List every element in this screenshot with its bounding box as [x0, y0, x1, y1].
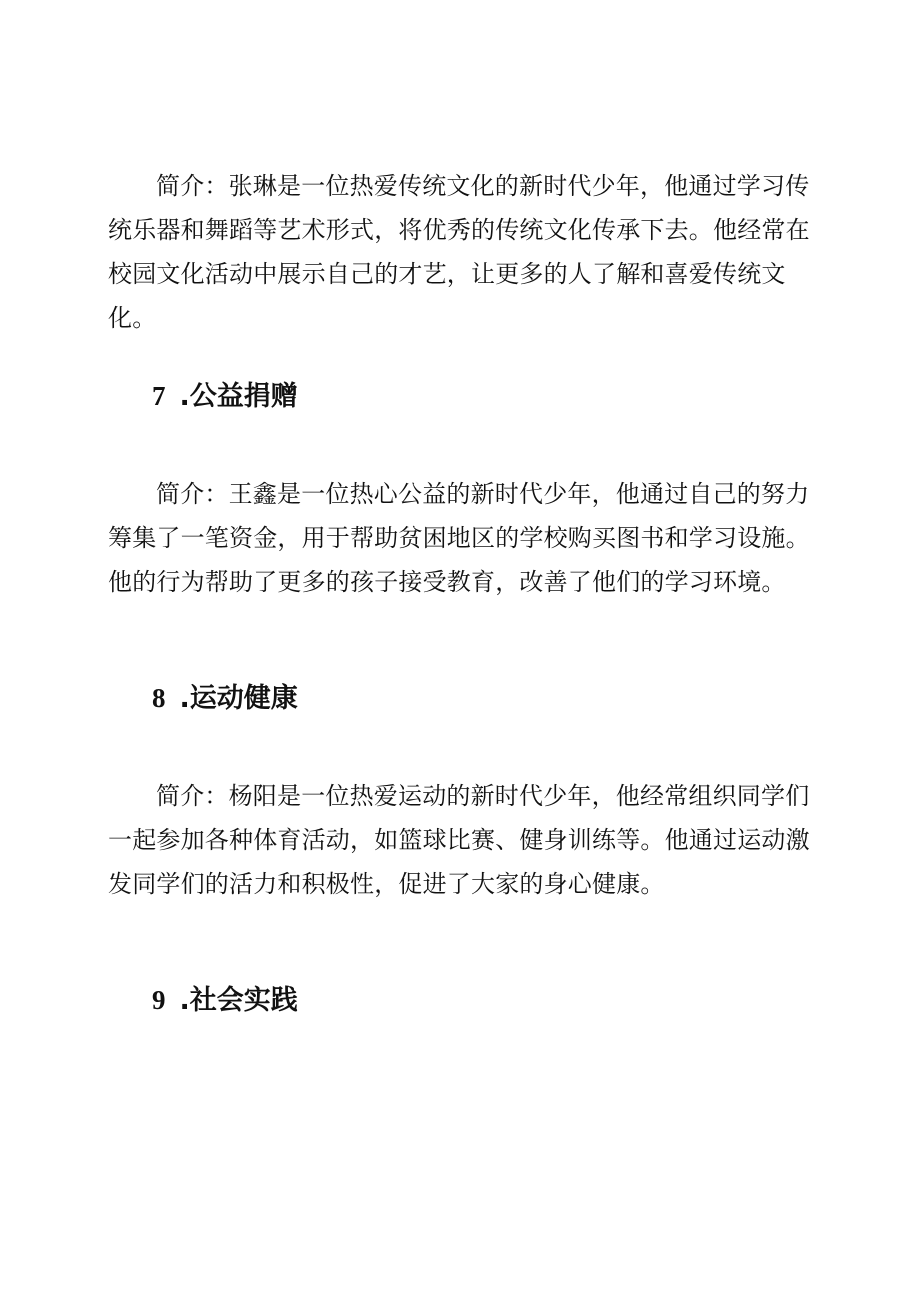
- section-8-number: 8: [152, 683, 166, 713]
- section-9-title: .社会实践: [179, 985, 298, 1016]
- section-6-intro-paragraph: 简介：张琳是一位热爱传统文化的新时代少年，他通过学习传统乐器和舞蹈等艺术形式，将优秀的传统文化传承下去。他经常在校园文化活动中展示自己的才艺，让更多的人了解和喜爱传统文化。: [108, 172, 810, 332]
- section-7-intro-paragraph: 简介：王鑫是一位热心公益的新时代少年，他通过自己的努力筹集了一笔资金，用于帮助贫困地区的学校购买图书和学习设施。他的行为帮助了更多的孩子接受教育，改善了他们的学习环境。: [108, 480, 810, 596]
- section-8-heading: [152, 680, 298, 717]
- section-9-heading: [152, 982, 298, 1019]
- section-9-number: 9: [152, 985, 166, 1015]
- section-7-heading: [152, 378, 298, 415]
- section-7-number: 7: [152, 381, 166, 411]
- section-8-intro-paragraph: 简介：杨阳是一位热爱运动的新时代少年，他经常组织同学们一起参加各种体育活动，如篮球比赛、健身训练等。他通过运动激发同学们的活力和积极性，促进了大家的身心健康。: [108, 782, 810, 898]
- section-7-title: .公益捐赠: [179, 381, 298, 412]
- section-8-title: .运动健康: [179, 683, 298, 714]
